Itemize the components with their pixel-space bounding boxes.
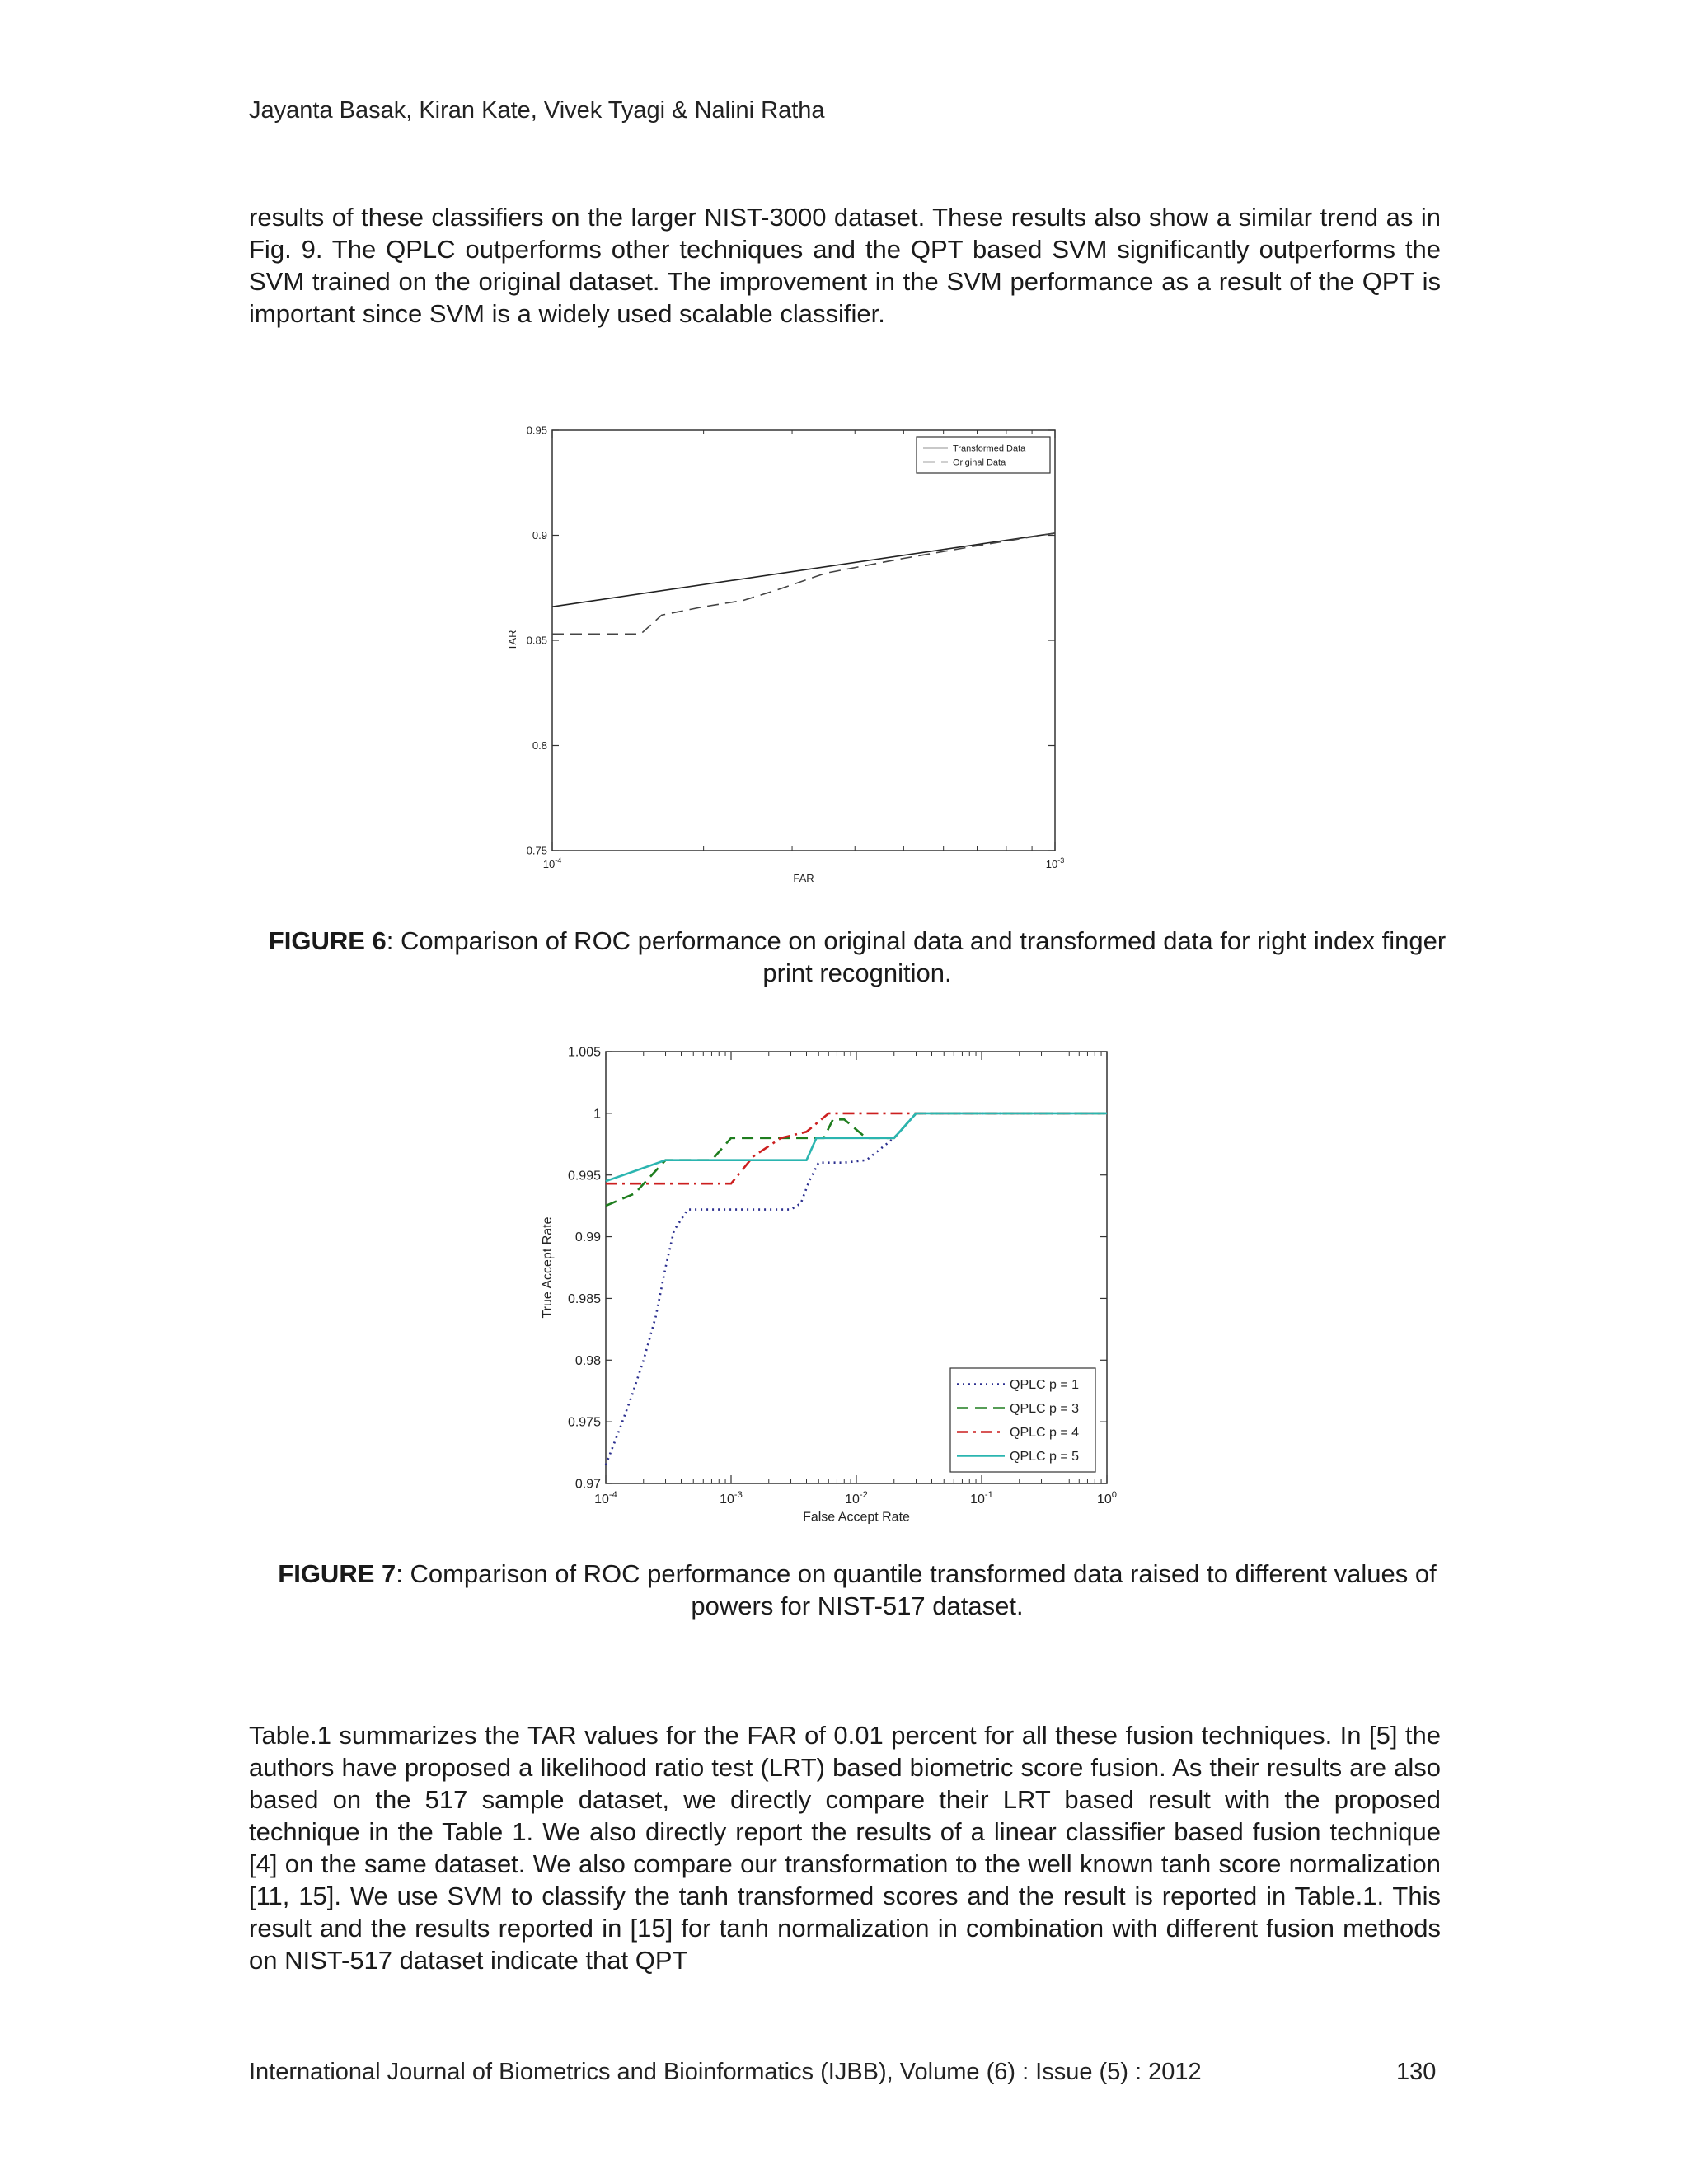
y-tick-label: 0.99 — [574, 1230, 601, 1245]
plot-frame — [552, 430, 1055, 851]
figure-6-label: FIGURE 6 — [268, 926, 387, 955]
x-axis-label: False Accept Rate — [803, 1510, 910, 1525]
body-paragraph-bottom: Table.1 summarizes the TAR values for the FAR of 0.01 percent for all these fusion techniques. In [5] the authors have proposed a likelihood ratio test (LRT) based biometric score fusion. As their results are also based on the 517 sample dataset, we directly compare their LRT based result with the proposed technique in the Table 1. We also directly report the results of a linear classifier based fusion technique [4] on the same dataset. We also compare our transformation to the well known tanh score normalization [11, 15]. We use SVM to classify the tanh transformed scores and the result is reported in Table.1. This result and the results reported in [15] for tanh normalization in combination with different fusion methods on NIST-517 dataset indicate that QPT — [249, 1721, 1441, 1975]
y-axis-label: TAR — [506, 630, 518, 651]
figure-6-caption — [247, 925, 1467, 989]
legend-label-2: Original Data — [953, 457, 1006, 468]
y-tick-label: 0.75 — [526, 844, 547, 857]
x-tick-label — [543, 856, 562, 870]
x-tick-exponent: -4 — [608, 1489, 617, 1500]
y-tick-label: 0.985 — [567, 1292, 601, 1307]
body-paragraph-top: results of these classifiers on the larger NIST-3000 dataset. These results also show a similar trend as in Fig. 9. The QPLC outperforms other techniques and the QPT based SVM significantly outperforms the SVM trained on the original dataset. The improvement in the SVM performance as a result of the QPT is important since SVM is a widely used scalable classifier. — [249, 203, 1441, 328]
legend-label-1: Transformed Data — [953, 443, 1026, 454]
x-tick-exponent: -4 — [555, 856, 562, 865]
x-tick-label — [1046, 856, 1065, 870]
y-tick-label: 0.97 — [574, 1477, 601, 1492]
x-tick-base: 10 — [845, 1493, 860, 1507]
figure-7-caption — [247, 1558, 1467, 1622]
y-tick-label: 0.85 — [526, 634, 547, 647]
figure-6-chart — [495, 412, 1088, 890]
x-tick-base: 10 — [542, 858, 556, 870]
legend-label-3: QPLC p = 4 — [1010, 1426, 1080, 1441]
figure-6-caption-text: : Comparison of ROC performance on original data and transformed data for right index finger print recognition. — [386, 926, 1447, 987]
x-tick-exponent: -1 — [984, 1489, 993, 1500]
journal-footer: International Journal of Biometrics and Bioinformatics (IJBB), Volume (6) : Issue (5) : 2012 — [249, 2059, 1202, 2085]
x-tick-exponent: -3 — [1057, 856, 1065, 865]
x-tick-label — [1097, 1490, 1117, 1507]
x-tick-base: 10 — [1045, 858, 1058, 870]
page-number: 130 — [1396, 2059, 1437, 2085]
figure-7-caption-text: : Comparison of ROC performance on quantile transformed data raised to different values of powers for NIST-517 dataset. — [396, 1559, 1437, 1620]
x-tick-label — [594, 1490, 617, 1507]
running-header: Jayanta Basak, Kiran Kate, Vivek Tyagi & Nalini Ratha — [249, 97, 825, 124]
y-tick-label: 0.9 — [532, 529, 547, 542]
x-tick-base: 10 — [720, 1493, 734, 1507]
y-tick-label: 0.8 — [532, 739, 547, 752]
x-tick-base: 10 — [594, 1493, 609, 1507]
y-tick-label: 1 — [593, 1107, 601, 1122]
x-tick-exponent: 0 — [1111, 1489, 1118, 1500]
figure-7-chart — [528, 1030, 1137, 1541]
y-axis-label: True Accept Rate — [541, 1216, 555, 1319]
legend-box — [917, 437, 1050, 473]
legend-label-2: QPLC p = 3 — [1010, 1402, 1080, 1417]
x-axis-label: FAR — [793, 871, 814, 884]
x-tick-exponent: -2 — [859, 1489, 868, 1500]
x-tick-label — [970, 1490, 993, 1507]
y-tick-label: 0.95 — [526, 424, 547, 437]
y-tick-label: 1.005 — [567, 1045, 601, 1060]
y-tick-label: 0.995 — [567, 1169, 601, 1183]
figure-7-label: FIGURE 7 — [278, 1559, 396, 1588]
legend-label-1: QPLC p = 1 — [1010, 1378, 1080, 1393]
y-tick-label: 0.975 — [567, 1415, 601, 1430]
legend-label-4: QPLC p = 5 — [1010, 1450, 1080, 1465]
x-tick-base: 10 — [1096, 1493, 1112, 1507]
x-tick-label — [720, 1490, 743, 1507]
x-tick-exponent: -3 — [734, 1489, 743, 1500]
x-tick-base: 10 — [970, 1493, 985, 1507]
y-tick-label: 0.98 — [574, 1353, 601, 1368]
x-tick-label — [845, 1490, 868, 1507]
